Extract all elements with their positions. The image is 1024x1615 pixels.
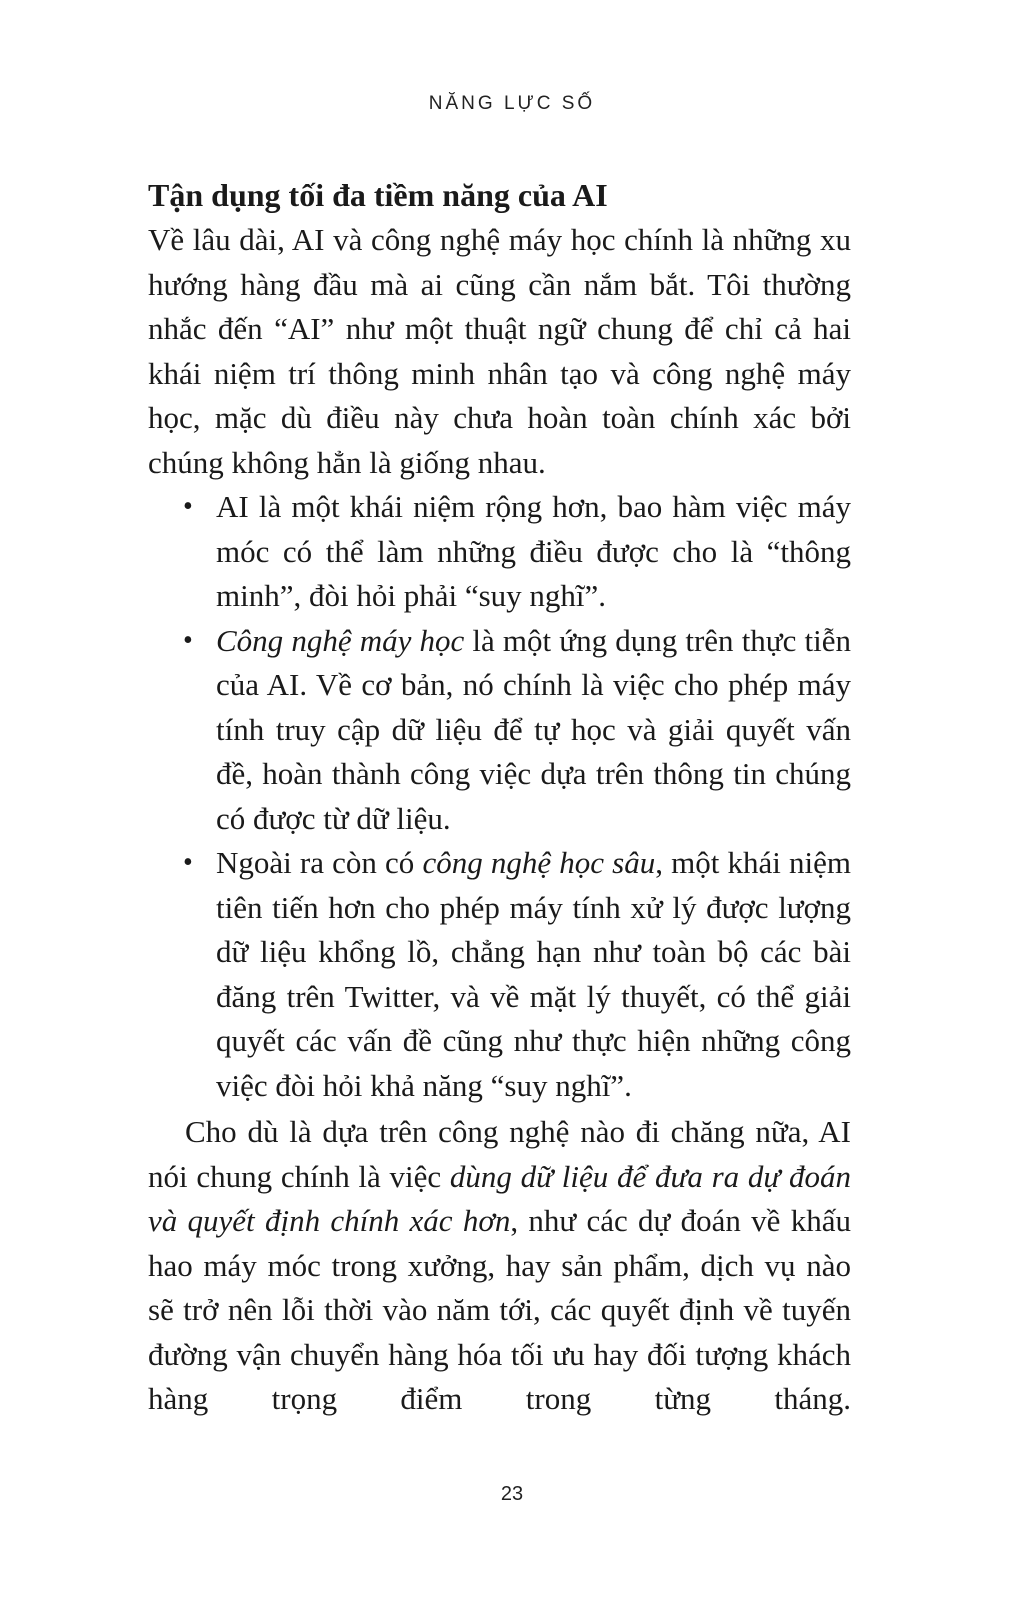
closing-text: , như các dự đoán về khấu hao máy móc trong xưởng, hay sản phẩm, dịch vụ nào sẽ trở nên lỗi thời vào năm tới, các quyết định về tuyến đường vận chuyển hàng hóa tối ưu hay đối tượng khách hàng trọng điểm trong từng tháng. <box>148 1203 851 1416</box>
running-header: NĂNG LỰC SỐ <box>428 93 596 114</box>
bullet-item-deep-learning <box>183 841 851 1108</box>
bullet-lead: Ngoài ra còn có <box>216 845 423 880</box>
closing-paragraph <box>148 1110 851 1422</box>
bullet-item-ai <box>183 485 851 619</box>
bullet-item-machine-learning <box>183 619 851 842</box>
bullet-italic-term: Công nghệ máy học <box>216 622 465 658</box>
section-title: Tận dụng tối đa tiềm năng của AI <box>148 177 608 213</box>
page-number: 23 <box>500 1483 524 1505</box>
bullet-text: là một ứng dụng trên thực tiễn của AI. Về cơ bản, nó chính là việc cho phép máy tính truy cập dữ liệu để tự học và giải quyết vấn đề, hoàn thành công việc dựa trên thông tin chúng có được từ dữ liệu. <box>216 622 851 836</box>
page-body <box>148 172 851 1422</box>
bullet-text: AI là một khái niệm rộng hơn, bao hàm việc máy móc có thể làm những điều được cho là “thông minh”, đòi hỏi phải “suy nghĩ”. <box>216 489 851 613</box>
bullet-dot-icon: • <box>183 847 193 878</box>
bullet-list <box>148 485 851 1108</box>
bullet-dot-icon: • <box>183 491 193 522</box>
intro-paragraph: Về lâu dài, AI và công nghệ máy học chính là những xu hướng hàng đầu mà ai cũng cần nắm bắt. Tôi thường nhắc đến “AI” như một thuật ngữ chung để chỉ cả hai khái niệm trí thông minh nhân tạo và công nghệ máy học, mặc dù điều này chưa hoàn toàn chính xác bởi chúng không hẳn là giống nhau. <box>148 222 851 480</box>
bullet-text: , một khái niệm tiên tiến hơn cho phép máy tính xử lý được lượng dữ liệu khổng lồ, chẳng hạn như toàn bộ các bài đăng trên Twitter, và về mặt lý thuyết, có thể giải quyết các vấn đề cũng như thực hiện những công việc đòi hỏi khả năng “suy nghĩ”. <box>216 845 851 1103</box>
bullet-dot-icon: • <box>183 624 193 656</box>
closing-italic: dùng dữ liệu để đưa ra dự đoán và quyết định chính xác hơn <box>148 1158 852 1238</box>
closing-lead: Cho dù là dựa trên công nghệ nào đi chăng nữa, AI nói chung chính là việc <box>148 1114 851 1194</box>
bullet-italic-term: công nghệ học sâu <box>422 845 656 880</box>
